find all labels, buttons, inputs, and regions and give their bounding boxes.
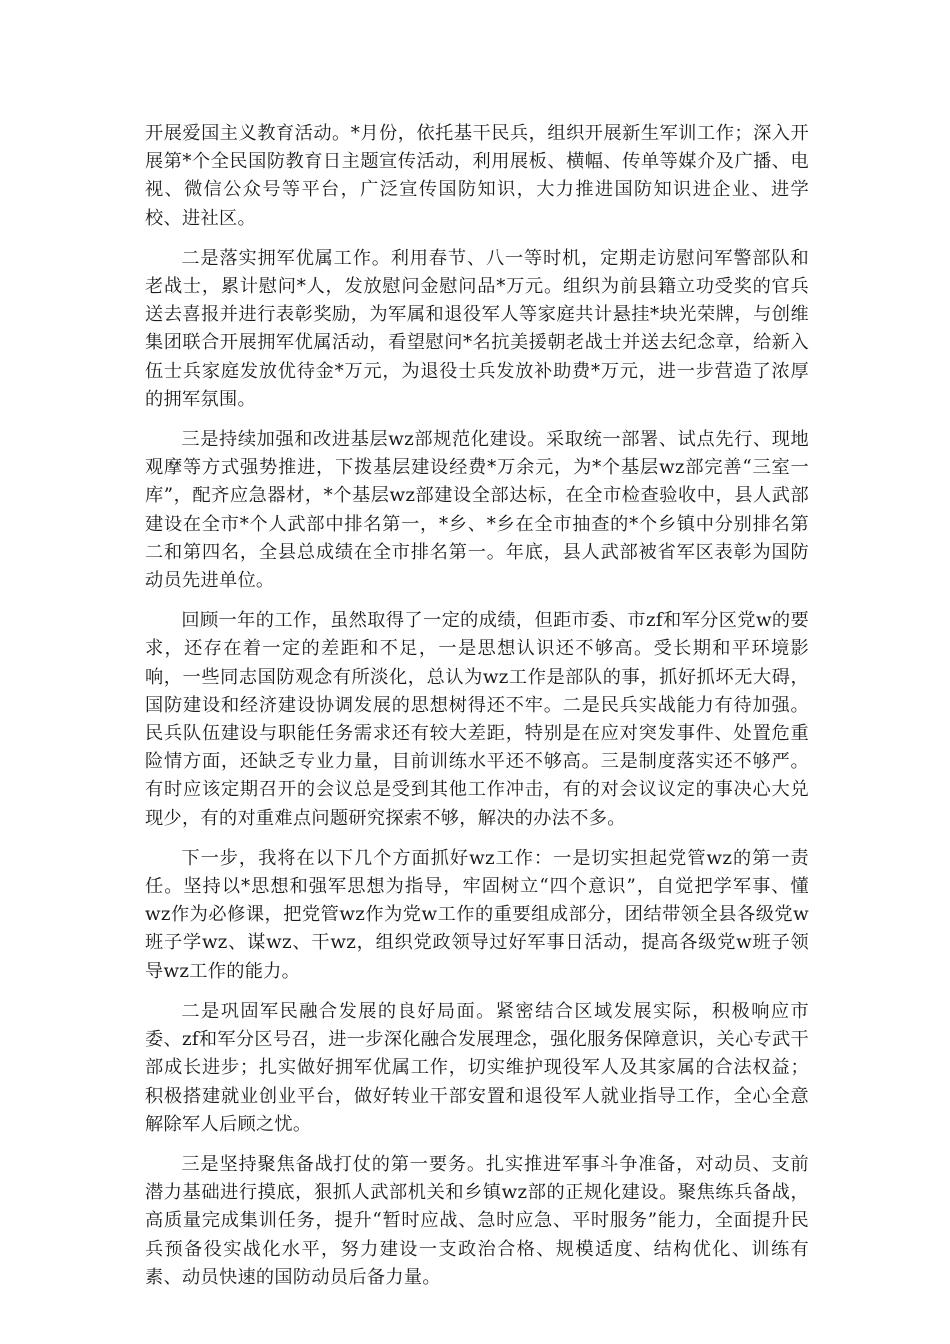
paragraph: 三是持续加强和改进基层wz部规范化建设。采取统一部署、试点先行、现地观摩等方式强势推进，下拨基层建设经费*万余元，为*个基层wz部完善“三室一库”，配齐应急器材，*个基层wz部建设全部达标，在全市检查验收中，县人武部建设在全市*个人武部中排名第一，*乡、*乡在全市抽查的*个乡镇中分别排名第二和第四名，全县总成绩在全市排名第一。年底，县人武部被省军区表彰为国防动员先进单位。 xyxy=(145,429,809,592)
paragraph: 回顾一年的工作，虽然取得了一定的成绩，但距市委、市zf和军分区党w的要求，还存在着一定的差距和不足，一是思想认识还不够高。受长期和平环境影响，一些同志国防观念有所淡化，总认为wz工作是部队的事，抓好抓坏无大碍，国防建设和经济建设协调发展的思想树得还不牢。二是民兵实战能力有待加强。民兵队伍建设与职能任务需求还有较大差距，特别是在应对突发事件、处置危重险情方面，还缺乏专业力量，目前训练水平还不够高。三是制度落实还不够严。有时应该定期召开的会议总是受到其他工作冲击，有的对会议议定的事决心大兑现少，有的对重难点问题研究探索不够，解决的办法不多。 xyxy=(145,610,809,829)
document-body xyxy=(145,120,809,1304)
paragraph-continuation: 开展爱国主义教育活动。*月份，依托基干民兵，组织开展新生军训工作；深入开展第*个全民国防教育日主题宣传活动，利用展板、横幅、传单等媒介及广播、电视、微信公众号等平台，广泛宣传国防知识，大力推进国防知识进企业、进学校、进社区。 xyxy=(145,123,809,229)
paragraph: 下一步，我将在以下几个方面抓好wz工作：一是切实担起党管wz的第一责任。坚持以*思想和强军思想为指导，牢固树立“四个意识”，自觉把学军事、懂wz作为必修课，把党管wz作为党w工作的重要组成部分，团结带领全县各级党w班子学wz、谋wz、干wz，组织党政领导过好军事日活动，提高各级党w班子领导wz工作的能力。 xyxy=(145,847,809,982)
paragraph: 二是落实拥军优属工作。利用春节、八一等时机，定期走访慰问军警部队和老战士，累计慰问*人，发放慰问金慰问品*万元。组织为前县籍立功受奖的官兵送去喜报并进行表彰奖励，为军属和退役军人等家庭共计悬挂*块光荣牌，与创维集团联合开展拥军优属活动，看望慰问*名抗美援朝老战士并送去纪念章，给新入伍士兵家庭发放优待金*万元，为退役士兵发放补助费*万元，进一步营造了浓厚的拥军氛围。 xyxy=(145,247,809,410)
paragraph: 三是坚持聚焦备战打仗的第一要务。扎实推进军事斗争准备，对动员、支前潜力基础进行摸底，狠抓人武部机关和乡镇wz部的正规化建设。聚焦练兵备战，高质量完成集训任务，提升“暂时应战、急时应急、平时服务”能力，全面提升民兵预备役实战化水平，努力建设一支政治合格、规模适度、结构优化、训练有素、动员快速的国防动员后备力量。 xyxy=(145,1153,809,1288)
paragraph: 二是巩固军民融合发展的良好局面。紧密结合区域发展实际，积极响应市委、zf和军分区号召，进一步深化融合发展理念，强化服务保障意识，关心专武干部成长进步；扎实做好拥军优属工作，切实维护现役军人及其家属的合法权益；积极搭建就业创业平台，做好转业干部安置和退役军人就业指导工作，全心全意解除军人后顾之忧。 xyxy=(145,1000,809,1135)
